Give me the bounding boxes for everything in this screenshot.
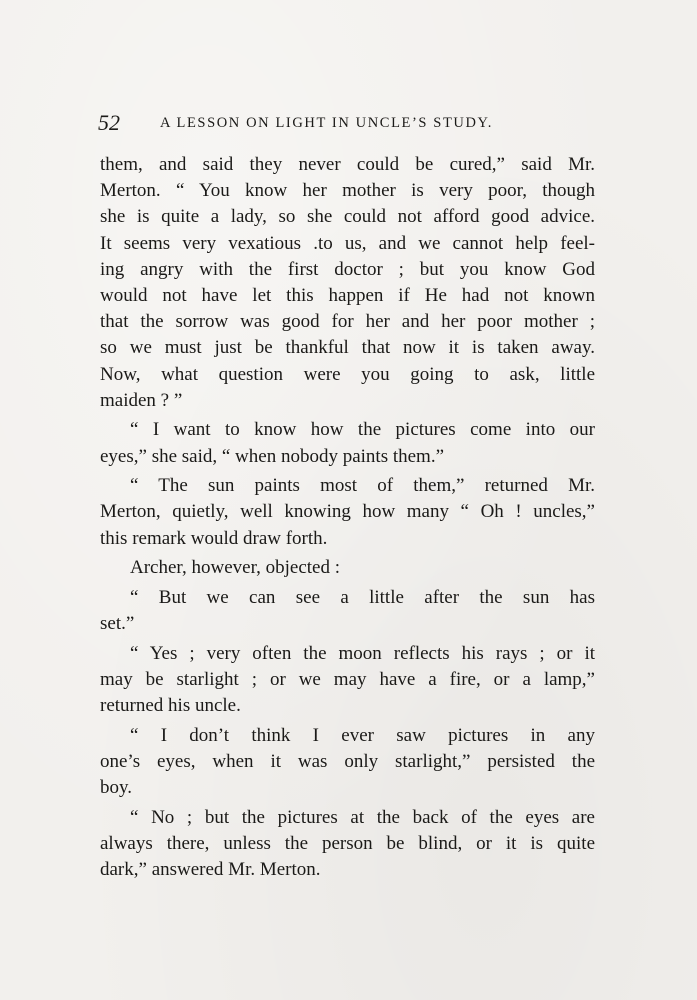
text-line: Merton. “ You know her mother is very poor, though (100, 180, 595, 202)
text-line: always there, unless the person be blind, or it is quite (100, 833, 595, 855)
text-line: “ But we can see a little after the sun has (130, 587, 595, 608)
paragraph (100, 555, 595, 581)
paragraph (100, 723, 595, 802)
running-head-title: A LESSON ON LIGHT IN UNCLE’S STUDY. (160, 115, 493, 131)
text-line: eyes,” she said, “ when nobody paints them.” (100, 445, 445, 467)
text-line: one’s eyes, when it was only starlight,” persisted the (100, 751, 595, 773)
body-text (100, 152, 595, 884)
text-line: boy. (100, 777, 133, 799)
paragraph (100, 152, 595, 414)
text-line: dark,” answered Mr. Merton. (100, 859, 321, 881)
paragraph (100, 805, 595, 884)
page-number: 52 (98, 110, 120, 135)
text-line: “ I don’t think I ever saw pictures in any (130, 724, 595, 746)
text-line: “ Yes ; very often the moon reflects his rays ; or it (130, 642, 595, 664)
text-line: may be starlight ; or we may have a fire, or a lamp,” (100, 669, 595, 691)
text-line: ing angry with the first doctor ; but you know God (100, 258, 595, 280)
text-line: “ I want to know how the pictures come into our (130, 419, 595, 441)
text-line: that the sorrow was good for her and her poor mother ; (100, 311, 595, 333)
text-line: Merton, quietly, well knowing how many “ Oh ! uncles,” (100, 501, 595, 523)
paragraph (100, 585, 595, 637)
text-line: maiden ? ” (100, 389, 183, 411)
text-line: she is quite a lady, so she could not afford good advice. (100, 206, 595, 228)
text-line: would not have let this happen if He had not known (100, 284, 595, 306)
paragraph (100, 473, 595, 552)
text-line: set.” (100, 613, 135, 635)
text-line: Archer, however, objected : (130, 557, 341, 579)
paragraph (100, 641, 595, 720)
paragraph (100, 417, 595, 469)
running-head (98, 110, 598, 140)
text-line: “ No ; but the pictures at the back of the eyes are (130, 807, 595, 828)
text-line: them, and said they never could be cured,” said Mr. (100, 154, 595, 175)
text-line: It seems very vexatious .to us, and we cannot help feel- (100, 232, 595, 254)
text-line: so we must just be thankful that now it is taken away. (100, 337, 595, 359)
text-line: “ The sun paints most of them,” returned Mr. (130, 475, 595, 497)
text-line: this remark would draw forth. (100, 527, 328, 549)
text-line: Now, what question were you going to ask, little (100, 363, 595, 385)
text-line: returned his uncle. (100, 695, 241, 717)
